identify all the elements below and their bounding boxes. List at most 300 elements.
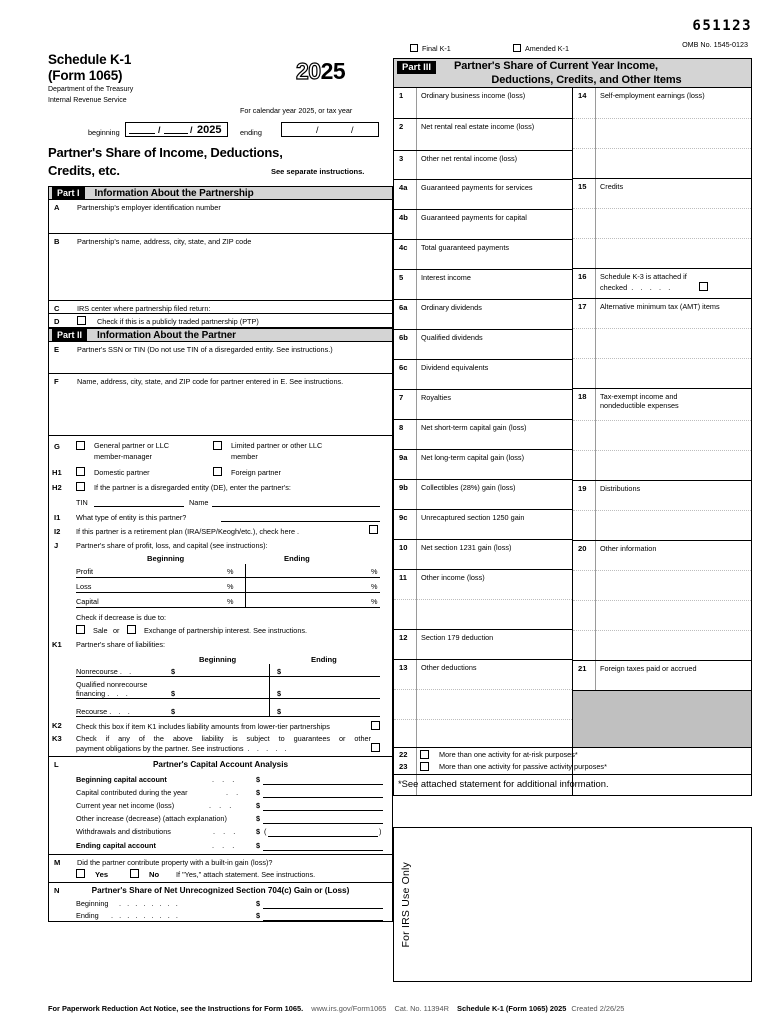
part3-item-4b-number: 4b bbox=[399, 213, 408, 222]
field-L-row3-dollar: $ bbox=[256, 814, 261, 823]
part3-item-12[interactable] bbox=[394, 629, 572, 659]
field-D-label: Check if this is a publicly traded partnership (PTP) bbox=[97, 317, 259, 326]
field-B-address[interactable] bbox=[48, 234, 393, 301]
page-title bbox=[48, 144, 283, 179]
part3-item-13-number: 13 bbox=[399, 663, 408, 672]
calendar-year-note: For calendar year 2025, or tax year bbox=[240, 106, 353, 115]
field-H1-foreign-label: Foreign partner bbox=[231, 468, 281, 477]
field-M-yes-checkbox[interactable] bbox=[76, 869, 85, 879]
part3-item-5[interactable] bbox=[394, 269, 572, 299]
field-K1-liabilities-table bbox=[48, 654, 393, 706]
part3-item-19[interactable] bbox=[573, 480, 751, 510]
part3-item-8-label: Net short-term capital gain (loss) bbox=[421, 423, 527, 432]
part3-item-6b-number: 6b bbox=[399, 333, 408, 342]
footer-url[interactable]: www.irs.gov/Form1065 bbox=[311, 1004, 387, 1013]
field-H2-tin-label: TIN bbox=[76, 498, 88, 507]
part3-item-22-label: More than one activity for at-risk purposes* bbox=[439, 750, 578, 759]
part3-item-5-label: Interest income bbox=[421, 273, 471, 282]
field-K1-nonrecourse-end-dollar: $ bbox=[277, 667, 282, 676]
omb-number: OMB No. 1545-0123 bbox=[682, 40, 748, 49]
part3-item-11-number: 11 bbox=[399, 573, 408, 582]
part3-item-17-cont2[interactable] bbox=[573, 358, 751, 388]
part3-item-19-label: Distributions bbox=[600, 484, 641, 493]
part3-item-9c[interactable] bbox=[394, 509, 572, 539]
field-L-row5-dollar: $ bbox=[256, 841, 261, 850]
field-K1-letter: K1 bbox=[52, 640, 62, 649]
page-title-line1: Partner's Share of Income, Deductions, bbox=[48, 145, 283, 160]
field-K1-ending-header: Ending bbox=[311, 655, 337, 664]
part3-section bbox=[393, 58, 752, 948]
part3-item-16-number: 16 bbox=[578, 272, 587, 281]
part3-item-21[interactable] bbox=[573, 660, 751, 690]
field-N-beginning-dots: . . . . . . . . bbox=[119, 899, 178, 908]
field-K3-row[interactable] bbox=[48, 733, 393, 757]
field-I1-label: What type of entity is this partner? bbox=[76, 513, 187, 522]
part2-header bbox=[48, 328, 393, 342]
part3-item-13-cont1[interactable] bbox=[394, 689, 572, 719]
part3-item-9a-number: 9a bbox=[399, 453, 408, 462]
final-k1-checkbox[interactable] bbox=[410, 44, 418, 52]
field-L-row1-dots: . . bbox=[226, 788, 239, 797]
part3-item-4a[interactable] bbox=[394, 179, 572, 209]
field-J-loss-label: Loss bbox=[76, 582, 92, 591]
part3-item-6c-label: Dividend equivalents bbox=[421, 363, 489, 372]
part3-item-14-cont2[interactable] bbox=[573, 148, 751, 178]
field-C-letter: C bbox=[54, 304, 60, 313]
part3-item-6a-label: Ordinary dividends bbox=[421, 303, 482, 312]
field-H1-foreign-checkbox[interactable] bbox=[213, 467, 222, 477]
part3-item-10[interactable] bbox=[394, 539, 572, 569]
field-J-profit-end-pct: % bbox=[371, 567, 378, 576]
part3-item-21-number: 21 bbox=[578, 664, 587, 673]
part3-item-23[interactable] bbox=[394, 760, 751, 774]
part3-item-15-cont2[interactable] bbox=[573, 238, 751, 268]
field-K1-recourse-end-dollar: $ bbox=[277, 707, 282, 716]
part3-see-attached-note: *See attached statement for additional information. bbox=[394, 774, 751, 794]
part3-item-10-label: Net section 1231 gain (loss) bbox=[421, 543, 512, 552]
part3-item-5-number: 5 bbox=[399, 273, 404, 282]
part3-item-6b-label: Qualified dividends bbox=[421, 333, 483, 342]
part3-item-6c[interactable] bbox=[394, 359, 572, 389]
field-K1-recourse-beg-dollar: $ bbox=[171, 707, 176, 716]
field-H2-tin-input[interactable] bbox=[94, 498, 184, 507]
field-B-letter: B bbox=[54, 237, 60, 246]
field-I2-letter: I2 bbox=[54, 527, 61, 536]
part3-item-2-number: 2 bbox=[399, 122, 404, 131]
field-H2-letter: H2 bbox=[52, 483, 62, 492]
part3-item-18-label bbox=[600, 392, 679, 411]
part3-header bbox=[393, 58, 752, 88]
page-title-line2: Credits, etc. bbox=[48, 162, 120, 178]
part3-item-18-line1: Tax-exempt income and bbox=[600, 392, 678, 401]
field-M-builtin-gain bbox=[48, 855, 393, 883]
part3-item-8[interactable] bbox=[394, 419, 572, 449]
field-G-option1-line1: General partner or LLC bbox=[94, 441, 170, 450]
see-separate-instructions: See separate instructions. bbox=[271, 167, 365, 176]
part3-title-line2: Deductions, Credits, and Other Items bbox=[491, 74, 682, 86]
field-K1-nonrecourse-beg-dollar: $ bbox=[171, 667, 176, 676]
part3-item-10-number: 10 bbox=[399, 543, 408, 552]
part3-item-6a[interactable] bbox=[394, 299, 572, 329]
field-N-letter: N bbox=[54, 886, 60, 895]
part3-item-2[interactable] bbox=[394, 118, 572, 150]
field-M-no-label: No bbox=[149, 870, 160, 879]
part3-item-19-number: 19 bbox=[578, 484, 587, 493]
field-J-capital-rule bbox=[76, 607, 380, 608]
field-L-row5-dots: . . . bbox=[212, 841, 235, 850]
part2-tag: Part II bbox=[52, 329, 87, 341]
field-L-row1-label: Capital contributed during the year bbox=[76, 788, 188, 797]
field-A-label: Partnership's employer identification number bbox=[77, 203, 221, 212]
field-L-capital-account bbox=[48, 757, 393, 855]
field-H1-domestic-checkbox[interactable] bbox=[76, 467, 85, 477]
year-suffix: 25 bbox=[320, 58, 346, 84]
field-M-yes-label: Yes bbox=[95, 870, 109, 879]
field-H2-label: If the partner is a disregarded entity (DE), enter the partner's: bbox=[94, 483, 291, 492]
page-footer bbox=[48, 1004, 624, 1013]
part3-item-4b[interactable] bbox=[394, 209, 572, 239]
part3-item-17[interactable] bbox=[573, 298, 751, 328]
left-form-column bbox=[48, 186, 393, 922]
irs-use-only-label: For IRS Use Only bbox=[400, 862, 412, 948]
part3-item-20[interactable] bbox=[573, 540, 751, 570]
beginning-date-field[interactable]: / / 2025 bbox=[125, 122, 228, 137]
field-G-option1-line2: member-manager bbox=[94, 451, 152, 461]
part3-item-4a-label: Guaranteed payments for services bbox=[421, 183, 533, 192]
field-M-label: Did the partner contribute property with a built-in gain (loss)? bbox=[77, 858, 273, 867]
field-E-label: Partner's SSN or TIN (Do not use TIN of a disregarded entity. See instructions.) bbox=[77, 345, 333, 354]
field-J-profit-label: Profit bbox=[76, 567, 94, 576]
field-K2-row[interactable] bbox=[48, 720, 393, 733]
part3-item-22[interactable] bbox=[394, 747, 751, 760]
field-B-label: Partnership's name, address, city, state, and ZIP code bbox=[77, 237, 252, 246]
beginning-label: beginning bbox=[88, 128, 120, 137]
field-G-letter: G bbox=[54, 442, 60, 451]
part3-item-1-label: Ordinary business income (loss) bbox=[421, 91, 526, 100]
part1-tag: Part I bbox=[52, 187, 85, 199]
field-G-option1-checkbox[interactable] bbox=[76, 441, 85, 451]
field-I1-letter: I1 bbox=[54, 513, 61, 522]
field-J-sale-label: Sale bbox=[93, 626, 108, 635]
part3-item-9a[interactable] bbox=[394, 449, 572, 479]
part3-item-14-label: Self-employment earnings (loss) bbox=[600, 91, 705, 100]
field-H1-letter: H1 bbox=[52, 468, 62, 477]
part3-item-4c[interactable] bbox=[394, 239, 572, 269]
part3-item-9c-number: 9c bbox=[399, 513, 408, 522]
field-K1-recourse-row bbox=[48, 706, 393, 720]
part3-item-6c-number: 6c bbox=[399, 363, 408, 372]
field-N-section704c bbox=[48, 883, 393, 922]
field-K1-qualified-beg-dollar: $ bbox=[171, 689, 176, 698]
part3-item-16-label: Schedule K-3 is attached if bbox=[600, 272, 687, 281]
part3-item-23-number: 23 bbox=[399, 762, 408, 771]
part3-item-6a-number: 6a bbox=[399, 303, 408, 312]
part3-item-6b[interactable] bbox=[394, 329, 572, 359]
field-J-loss-rule bbox=[76, 592, 380, 593]
part3-item-3-number: 3 bbox=[399, 154, 404, 163]
schedule-title-line2: (Form 1065) bbox=[48, 67, 123, 83]
field-C-irs-center[interactable] bbox=[48, 301, 393, 314]
part3-item-11-cont[interactable] bbox=[394, 599, 572, 629]
field-N-ending-label: Ending bbox=[76, 911, 99, 920]
field-K1-nonrecourse-label: Nonrecourse . . bbox=[76, 667, 134, 676]
ending-label: ending bbox=[240, 128, 262, 137]
field-L-row4-dollar: $ bbox=[256, 827, 261, 836]
field-L-row3-label: Other increase (decrease) (attach explanation) bbox=[76, 814, 227, 823]
field-J-profit-beg-pct: % bbox=[227, 567, 234, 576]
field-F-partner-address[interactable] bbox=[48, 374, 393, 436]
part3-grid bbox=[393, 88, 752, 796]
amended-k1-label: Amended K-1 bbox=[525, 44, 569, 53]
field-L-title: Partner's Capital Account Analysis bbox=[152, 760, 289, 769]
part3-item-17-label: Alternative minimum tax (AMT) items bbox=[600, 302, 720, 311]
field-J-label: Partner's share of profit, loss, and capital (see instructions): bbox=[76, 541, 268, 550]
part3-right-column bbox=[572, 88, 751, 795]
part3-item-3-label: Other net rental income (loss) bbox=[421, 154, 518, 163]
part3-item-20-cont3[interactable] bbox=[573, 630, 751, 660]
part3-item-7-number: 7 bbox=[399, 393, 404, 402]
part3-item-14[interactable] bbox=[573, 88, 751, 118]
field-K3-letter: K3 bbox=[52, 734, 62, 743]
field-A-letter: A bbox=[54, 203, 60, 212]
footer-schedule: Schedule K-1 (Form 1065) 2025 bbox=[457, 1004, 567, 1013]
field-N-beginning-label: Beginning bbox=[76, 899, 109, 908]
part3-item-20-cont2[interactable] bbox=[573, 600, 751, 630]
field-M-letter: M bbox=[54, 858, 61, 867]
field-L-row5-label: Ending capital account bbox=[76, 841, 156, 850]
field-J-decrease-label: Check if decrease is due to: bbox=[76, 613, 167, 622]
part3-item-22-number: 22 bbox=[399, 750, 408, 759]
field-J-letter: J bbox=[54, 541, 59, 550]
field-J-sale-checkbox[interactable] bbox=[76, 625, 85, 635]
field-L-row0-input[interactable] bbox=[263, 775, 383, 785]
field-K1-label: Partner's share of liabilities: bbox=[76, 640, 165, 649]
field-K2-checkbox[interactable] bbox=[371, 721, 380, 731]
field-K1-divider bbox=[269, 664, 270, 706]
field-K1-recourse-rule bbox=[76, 716, 380, 717]
field-K1-qualified-rule bbox=[76, 698, 380, 699]
part3-item-15-label: Credits bbox=[600, 182, 624, 191]
field-K3-checkbox[interactable] bbox=[371, 743, 380, 753]
part3-item-18-cont1[interactable] bbox=[573, 420, 751, 450]
part1-header bbox=[48, 186, 393, 200]
part3-item-14-cont1[interactable] bbox=[573, 118, 751, 148]
part3-item-20-cont1[interactable] bbox=[573, 570, 751, 600]
part3-item-15-cont1[interactable] bbox=[573, 208, 751, 238]
field-J-beginning-header: Beginning bbox=[147, 554, 185, 563]
field-H1-domestic-label: Domestic partner bbox=[94, 468, 150, 477]
part3-item-3[interactable] bbox=[394, 150, 572, 179]
part3-item-20-label: Other information bbox=[600, 544, 657, 553]
field-I1-input[interactable] bbox=[221, 513, 380, 522]
field-L-row1-input[interactable] bbox=[263, 788, 383, 798]
final-k1-label: Final K-1 bbox=[422, 44, 451, 53]
part3-item-1[interactable] bbox=[394, 88, 572, 118]
part3-item-17-number: 17 bbox=[578, 302, 587, 311]
field-A-eid[interactable] bbox=[48, 200, 393, 234]
field-G-option2-line1: Limited partner or other LLC bbox=[231, 441, 323, 450]
part3-item-12-label: Section 179 deduction bbox=[421, 633, 494, 642]
footer-catalog: Cat. No. 11394R bbox=[394, 1004, 449, 1013]
field-K3-label-line2: payment obligations by the partner. See instructions . . . . . bbox=[76, 744, 290, 753]
dept-line1: Department of the Treasury bbox=[48, 85, 134, 93]
field-G-option2-checkbox[interactable] bbox=[213, 441, 222, 451]
part3-item-16-checkbox[interactable] bbox=[699, 282, 708, 292]
field-N-ending-input[interactable] bbox=[263, 911, 383, 921]
part3-item-4a-number: 4a bbox=[399, 183, 408, 192]
field-H2-checkbox[interactable] bbox=[76, 482, 85, 492]
field-L-row2-dollar: $ bbox=[256, 801, 261, 810]
field-H2-name-input[interactable] bbox=[212, 498, 380, 507]
part2-title: Information About the Partner bbox=[97, 329, 236, 341]
field-I2-label: If this partner is a retirement plan (IRA/SEP/Keogh/etc.), check here . bbox=[76, 527, 302, 536]
part1-title: Information About the Partnership bbox=[94, 187, 254, 199]
part3-item-8-number: 8 bbox=[399, 423, 404, 432]
part3-item-22-checkbox[interactable] bbox=[420, 750, 429, 760]
field-E-letter: E bbox=[54, 345, 60, 354]
field-K1-nonrecourse-rule bbox=[76, 676, 380, 677]
field-J-divider bbox=[245, 564, 246, 608]
irs-use-only-box bbox=[393, 827, 752, 982]
field-L-row2-dots: . . . bbox=[209, 801, 232, 810]
field-K1-qualified-label1: Qualified nonrecourse bbox=[76, 680, 148, 689]
amended-k1-checkbox-group[interactable] bbox=[513, 44, 569, 53]
field-G-option1-label bbox=[94, 441, 169, 462]
amended-k1-checkbox[interactable] bbox=[513, 44, 521, 52]
part3-item-9a-label: Net long-term capital gain (loss) bbox=[421, 453, 525, 462]
part3-item-18-cont2[interactable] bbox=[573, 450, 751, 480]
part3-item-1-number: 1 bbox=[399, 91, 404, 100]
field-K2-label: Check this box if item K1 includes liability amounts from lower-tier partnerships bbox=[76, 722, 330, 731]
field-K1-qualified-end-dollar: $ bbox=[277, 689, 282, 698]
field-J-exchange-label: Exchange of partnership interest. See instructions. bbox=[144, 626, 308, 635]
part3-shaded-area bbox=[573, 690, 751, 747]
field-H2-name-label: Name bbox=[189, 498, 209, 507]
field-N-beginning-input[interactable] bbox=[263, 899, 383, 909]
final-k1-checkbox-group[interactable] bbox=[410, 44, 451, 53]
field-J-loss-end-pct: % bbox=[371, 582, 378, 591]
field-K1-qualified-label2: financing . . . bbox=[76, 689, 131, 698]
field-D-letter: D bbox=[54, 317, 60, 326]
field-L-row0-dollar: $ bbox=[256, 775, 261, 784]
field-L-row3-input[interactable] bbox=[263, 814, 383, 824]
field-F-letter: F bbox=[54, 377, 59, 386]
field-E-ssn[interactable] bbox=[48, 342, 393, 374]
field-L-row1-dollar: $ bbox=[256, 788, 261, 797]
part3-item-16-line2: checked . . . . . bbox=[600, 283, 673, 292]
part3-item-18-number: 18 bbox=[578, 392, 587, 401]
field-L-row4-paren-open: ( bbox=[264, 827, 267, 836]
field-L-row4-label: Withdrawals and distributions bbox=[76, 827, 171, 836]
footer-notice: For Paperwork Reduction Act Notice, see the Instructions for Form 1065. bbox=[48, 1004, 304, 1013]
field-N-beginning-dollar: $ bbox=[256, 899, 261, 908]
field-L-letter: L bbox=[54, 760, 59, 769]
part3-item-14-number: 14 bbox=[578, 91, 587, 100]
field-G-option2-label bbox=[231, 441, 322, 462]
field-L-row2-label: Current year net income (loss) bbox=[76, 801, 175, 810]
field-G-option2-line2: member bbox=[231, 451, 258, 461]
part3-item-9b[interactable] bbox=[394, 479, 572, 509]
field-N-ending-dollar: $ bbox=[256, 911, 261, 920]
partner-details-block bbox=[48, 436, 393, 654]
schedule-title-line1: Schedule K-1 bbox=[48, 52, 132, 67]
part3-item-11-label: Other income (loss) bbox=[421, 573, 485, 582]
field-N-title: Partner's Share of Net Unrecognized Section 704(c) Gain or (Loss) bbox=[91, 886, 350, 895]
part3-item-7-label: Royalties bbox=[421, 393, 452, 402]
part3-item-13-label: Other deductions bbox=[421, 663, 477, 672]
part3-item-13-cont2[interactable] bbox=[394, 719, 572, 747]
part3-item-20-number: 20 bbox=[578, 544, 587, 553]
field-J-capital-beg-pct: % bbox=[227, 597, 234, 606]
part3-item-15-number: 15 bbox=[578, 182, 587, 191]
field-C-label: IRS center where partnership filed return: bbox=[77, 304, 211, 313]
part3-item-18[interactable] bbox=[573, 388, 751, 420]
field-K1-recourse-label: Recourse . . . bbox=[76, 707, 133, 716]
field-L-row0-dots: . . . bbox=[212, 775, 235, 784]
year-prefix: 20 bbox=[296, 58, 321, 84]
ending-date-field[interactable]: / / bbox=[281, 122, 379, 137]
part3-item-21-label: Foreign taxes paid or accrued bbox=[600, 664, 697, 673]
dept-line2: Internal Revenue Service bbox=[48, 96, 127, 104]
field-D-checkbox[interactable] bbox=[77, 316, 86, 326]
part3-item-18-line2: nondeductible expenses bbox=[600, 401, 679, 411]
part3-item-4c-number: 4c bbox=[399, 243, 408, 252]
field-J-profit-rule bbox=[76, 577, 380, 578]
part3-title-line1: Partner's Share of Current Year Income, bbox=[454, 60, 658, 72]
footer-created: Created 2/26/25 bbox=[571, 1004, 625, 1013]
part3-item-19-cont[interactable] bbox=[573, 510, 751, 540]
part3-item-7[interactable] bbox=[394, 389, 572, 419]
field-L-row2-input[interactable] bbox=[263, 801, 383, 811]
field-K3-label-line1: Check if any of the above liability is subject to guarantees or other bbox=[76, 734, 371, 743]
field-J-loss-beg-pct: % bbox=[227, 582, 234, 591]
part3-item-2-label: Net rental real estate income (loss) bbox=[421, 122, 535, 131]
field-N-ending-dots: . . . . . . . . . bbox=[111, 911, 178, 920]
field-I2-checkbox[interactable] bbox=[369, 525, 378, 535]
part3-item-16[interactable] bbox=[573, 268, 751, 298]
field-K1-beginning-header: Beginning bbox=[199, 655, 237, 664]
tax-year bbox=[296, 58, 345, 85]
field-F-label: Name, address, city, state, and ZIP code for partner entered in E. See instructions. bbox=[77, 377, 344, 386]
field-J-capital-label: Capital bbox=[76, 597, 99, 606]
field-J-exchange-checkbox[interactable] bbox=[127, 625, 136, 635]
field-D-ptp[interactable] bbox=[48, 314, 393, 328]
field-M-no-checkbox[interactable] bbox=[130, 869, 139, 879]
part3-tag: Part III bbox=[397, 61, 436, 74]
field-J-capital-end-pct: % bbox=[371, 597, 378, 606]
part3-item-9b-label: Collectibles (28%) gain (loss) bbox=[421, 483, 516, 492]
part3-item-9c-label: Unrecaptured section 1250 gain bbox=[421, 513, 525, 522]
field-L-row5-input[interactable] bbox=[263, 841, 383, 851]
beginning-year-value: 2025 bbox=[197, 124, 222, 136]
field-L-row4-input[interactable] bbox=[268, 827, 378, 837]
part3-item-13[interactable] bbox=[394, 659, 572, 689]
part3-item-23-checkbox[interactable] bbox=[420, 762, 429, 772]
part3-item-15[interactable] bbox=[573, 178, 751, 208]
field-M-note: If "Yes," attach statement. See instructions. bbox=[176, 870, 316, 879]
part3-left-column bbox=[394, 88, 572, 795]
part3-item-11[interactable] bbox=[394, 569, 572, 599]
field-K2-letter: K2 bbox=[52, 721, 62, 730]
field-J-or-label: or bbox=[113, 626, 120, 635]
field-L-row0-label: Beginning capital account bbox=[76, 775, 167, 784]
field-J-ending-header: Ending bbox=[284, 554, 310, 563]
part3-item-17-cont1[interactable] bbox=[573, 328, 751, 358]
part3-item-4b-label: Guaranteed payments for capital bbox=[421, 213, 527, 222]
field-L-row4-dots: . . . bbox=[213, 827, 236, 836]
part3-item-4c-label: Total guaranteed payments bbox=[421, 243, 510, 252]
part3-item-12-number: 12 bbox=[399, 633, 408, 642]
